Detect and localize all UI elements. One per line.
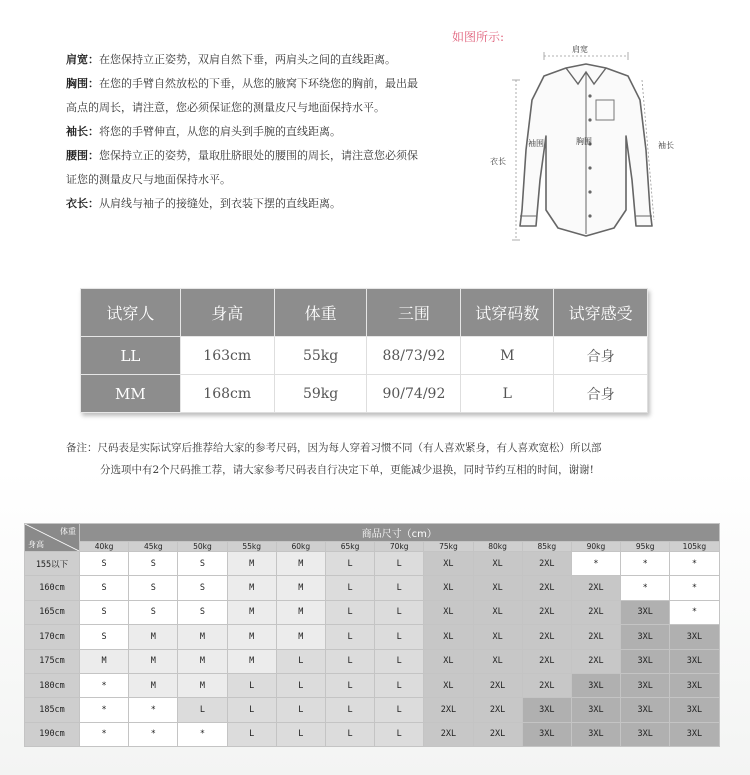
guide-line-length: 衣长：从肩线与袖子的接缝处，到衣装下摆的直线距离。 [66,197,341,210]
size-cell: * [670,552,719,576]
height-cell: 160cm [25,576,80,600]
tryon-cell: MM [81,375,181,413]
size-cell: M [227,625,276,649]
tryon-header: 三围 [367,289,461,337]
size-cell: XL [424,625,473,649]
size-cell: S [80,625,129,649]
weight-header-cell: 75kg [424,541,473,551]
note [66,437,686,481]
size-row [25,722,720,746]
guide-line-shoulder: 肩宽：在您保持立正姿势，双肩自然下垂，两肩头之间的直线距离。 [66,53,396,66]
tryon-cell: 55kg [274,337,367,375]
size-cell: 2XL [522,649,571,673]
tryon-row [81,337,648,375]
tryon-cell: 88/73/92 [367,337,461,375]
size-cell: M [178,625,227,649]
size-cell: S [129,552,178,576]
tryon-header: 试穿人 [81,289,181,337]
size-row [25,673,720,697]
tryon-cell: 168cm [180,375,274,413]
size-cell: XL [424,600,473,624]
size-cell: 2XL [571,625,620,649]
size-cell: 3XL [571,673,620,697]
size-cell: 3XL [670,698,719,722]
size-cell: L [325,722,374,746]
weight-header-cell: 55kg [227,541,276,551]
size-cell: L [375,600,424,624]
size-cell: XL [424,552,473,576]
height-cell: 155以下 [25,552,80,576]
size-cell: L [276,698,325,722]
tryon-cell: 90/74/92 [367,375,461,413]
size-chart [24,523,720,747]
size-cell: L [375,673,424,697]
size-cell: M [178,649,227,673]
size-cell: * [80,722,129,746]
size-row [25,649,720,673]
size-cell: 2XL [424,722,473,746]
illustration-title: 如图所示: [452,30,505,44]
weight-header-cell: 85kg [522,541,571,551]
tryon-cell: 163cm [180,337,274,375]
size-cell: 3XL [621,673,670,697]
size-cell: 3XL [670,722,719,746]
size-cell: 3XL [571,698,620,722]
height-cell: 185cm [25,698,80,722]
size-cell: 2XL [522,552,571,576]
size-cell: XL [473,552,522,576]
size-cell: * [621,576,670,600]
weight-header-cell: 80kg [473,541,522,551]
size-cell: * [178,722,227,746]
weight-header-cell: 40kg [80,541,129,551]
size-cell: 2XL [522,576,571,600]
size-cell: M [227,576,276,600]
size-cell: XL [473,600,522,624]
size-cell: M [276,600,325,624]
size-cell: M [129,649,178,673]
size-cell: L [325,649,374,673]
size-cell: * [621,552,670,576]
tryon-header: 试穿码数 [461,289,554,337]
size-cell: L [276,649,325,673]
guide-line-sleeve: 袖长：将您的手臂伸直，从您的肩头到手腕的直线距离。 [66,125,341,138]
size-cell: S [129,576,178,600]
weight-header-cell: 45kg [129,541,178,551]
size-chart-corner [25,524,80,552]
size-cell: L [375,552,424,576]
size-cell: S [80,576,129,600]
tryon-cell: 合身 [554,375,648,413]
tryon-header: 试穿感受 [554,289,648,337]
size-cell: L [276,722,325,746]
size-cell: M [80,649,129,673]
tryon-row [81,375,648,413]
size-cell: L [325,698,374,722]
tryon-cell: L [461,375,554,413]
tryon-cell: 合身 [554,337,648,375]
height-cell: 175cm [25,649,80,673]
size-cell: 3XL [522,698,571,722]
tryon-header-row [81,289,648,337]
weight-header-cell: 60kg [276,541,325,551]
size-cell: 2XL [424,698,473,722]
guide-line-chest-cont: 高点的周长，请注意，您必须保证您的测量皮尺与地面保持水平。 [66,101,385,114]
size-cell: 2XL [522,625,571,649]
size-cell: 2XL [522,600,571,624]
size-cell: 3XL [621,649,670,673]
size-cell: S [178,576,227,600]
size-cell: L [325,552,374,576]
height-cell: 180cm [25,673,80,697]
size-cell: 2XL [473,698,522,722]
size-cell: 3XL [571,722,620,746]
size-cell: L [325,625,374,649]
size-cell: 3XL [670,649,719,673]
size-row [25,576,720,600]
label-shoulder: 肩宽 [572,45,588,54]
size-row [25,552,720,576]
size-cell: L [375,698,424,722]
tryon-table [80,288,648,413]
corner-height-label: 身高 [28,540,44,549]
size-cell: 3XL [621,600,670,624]
label-waist: 袖围 [528,139,544,148]
size-cell: XL [424,673,473,697]
tryon-header: 体重 [274,289,367,337]
size-cell: M [227,649,276,673]
weight-header-cell: 65kg [325,541,374,551]
size-cell: 2XL [473,673,522,697]
size-cell: 2XL [571,600,620,624]
size-cell: * [129,698,178,722]
size-cell: * [670,600,719,624]
size-cell: 3XL [621,698,670,722]
size-cell: 3XL [522,722,571,746]
size-row [25,698,720,722]
size-cell: M [276,625,325,649]
label-chest: 胸围 [576,137,592,146]
weight-header-cell: 50kg [178,541,227,551]
size-cell: M [129,673,178,697]
size-row [25,600,720,624]
size-cell: XL [424,649,473,673]
size-cell: 2XL [571,649,620,673]
size-cell: S [129,600,178,624]
size-cell: L [375,576,424,600]
size-cell: XL [473,625,522,649]
size-cell: M [129,625,178,649]
size-cell: L [325,673,374,697]
guide-line-waist-cont: 证您的测量皮尺与地面保持水平。 [66,173,231,186]
size-cell: 2XL [571,576,620,600]
size-cell: * [670,576,719,600]
size-cell: L [375,625,424,649]
size-cell: L [276,673,325,697]
size-cell: XL [424,576,473,600]
size-cell: 3XL [670,673,719,697]
size-cell: S [80,600,129,624]
size-cell: 3XL [670,625,719,649]
size-cell: M [227,552,276,576]
size-cell: 2XL [473,722,522,746]
size-cell: L [227,673,276,697]
measurement-guide [66,48,466,216]
height-cell: 165cm [25,600,80,624]
size-row [25,625,720,649]
size-cell: M [178,673,227,697]
shirt-illustration [486,40,696,250]
tryon-header: 身高 [180,289,274,337]
size-cell: L [375,649,424,673]
note-line-2: 分选项中有2个尺码推工荐，请大家参考尺码表自行决定下单，更能减少退换，同时节约互相的时间，谢谢! [100,464,594,476]
size-cell: M [276,552,325,576]
size-cell: S [178,552,227,576]
size-chart-title: 商品尺寸（cm） [80,524,720,542]
size-cell: M [227,600,276,624]
tryon-cell: LL [81,337,181,375]
size-cell: L [227,722,276,746]
size-cell: L [227,698,276,722]
size-cell: 2XL [522,673,571,697]
size-cell: * [80,673,129,697]
size-cell: * [129,722,178,746]
size-cell: 3XL [621,722,670,746]
size-cell: L [375,722,424,746]
size-cell: S [178,600,227,624]
weight-header-cell: 90kg [571,541,620,551]
note-line-1: 备注：尺码表是实际试穿后推荐给大家的参考尺码，因为每人穿着习惯不同（有人喜欢紧身，有人喜欢宽松）所以部 [66,442,602,454]
tryon-cell: 59kg [274,375,367,413]
guide-line-chest: 胸围：在您的手臂自然放松的下垂，从您的腋窝下环绕您的胸前，最出最 [66,77,418,90]
size-cell: L [325,576,374,600]
size-cell: L [325,600,374,624]
size-cell: L [178,698,227,722]
size-cell: S [80,552,129,576]
tryon-cell: M [461,337,554,375]
weight-header-cell: 70kg [375,541,424,551]
size-cell: XL [473,649,522,673]
size-cell: M [276,576,325,600]
size-cell: * [80,698,129,722]
size-cell: 3XL [621,625,670,649]
size-cell: XL [473,576,522,600]
height-cell: 170cm [25,625,80,649]
weight-header-cell: 95kg [621,541,670,551]
weight-header-cell: 105kg [670,541,719,551]
label-sleeve: 袖长 [658,141,674,150]
corner-weight-label: 体重 [60,527,76,536]
weight-header-row [25,541,720,551]
guide-line-waist: 腰围：您保持立正的姿势，量取肚脐眼处的腰围的周长，请注意您必须保 [66,149,418,162]
label-length: 衣长 [490,157,506,166]
size-cell: * [571,552,620,576]
height-cell: 190cm [25,722,80,746]
